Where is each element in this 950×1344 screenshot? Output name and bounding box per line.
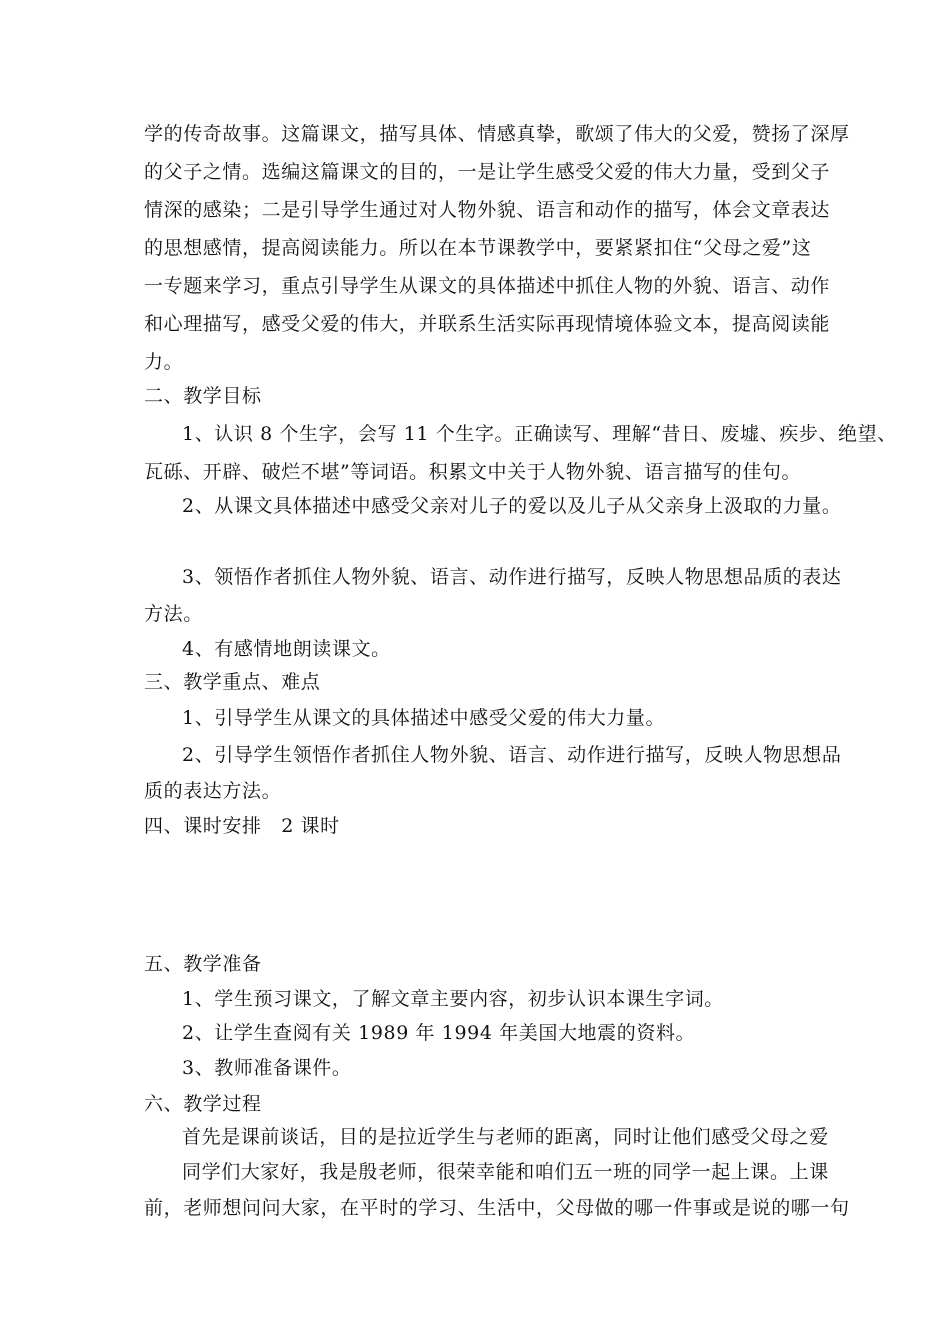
objective-4: 4、有感情地朗读课文。	[182, 638, 391, 660]
preparation-3: 3、教师准备课件。	[182, 1057, 352, 1079]
key-point-2-line-2: 质的表达方法。	[144, 780, 282, 802]
objective-1-line-1: 1、认识 8 个生字，会写 11 个生字。正确读写、理解“昔日、废墟、疾步、绝望、	[182, 423, 897, 445]
objective-2: 2、从课文具体描述中感受父亲对儿子的爱以及儿子从父亲身上汲取的力量。	[182, 495, 842, 517]
objective-1-line-2: 瓦砾、开辟、破烂不堪”等词语。积累文中关于人物外貌、语言描写的佳句。	[144, 461, 802, 483]
key-point-1: 1、引导学生从课文的具体描述中感受父爱的伟大力量。	[182, 707, 666, 729]
key-point-2-line-1: 2、引导学生领悟作者抓住人物外貌、语言、动作进行描写，反映人物思想品	[182, 744, 842, 766]
section-heading-key-points: 三、教学重点、难点	[144, 671, 321, 693]
preparation-2: 2、让学生查阅有关 1989 年 1994 年美国大地震的资料。	[182, 1022, 696, 1044]
section-heading-preparation: 五、教学准备	[144, 953, 262, 975]
process-paragraph-2-line-2: 前，老师想问问大家，在平时的学习、生活中，父母做的哪一件事或是说的哪一句	[144, 1197, 850, 1219]
process-paragraph-1: 首先是课前谈话，目的是拉近学生与老师的距离，同时让他们感受父母之爱	[182, 1126, 829, 1148]
objective-3-line-1: 3、领悟作者抓住人物外貌、语言、动作进行描写，反映人物思想品质的表达	[182, 566, 842, 588]
preparation-1: 1、学生预习课文，了解文章主要内容，初步认识本课生字词。	[182, 988, 724, 1010]
intro-line-6: 和心理描写，感受父爱的伟大，并联系生活实际再现情境体验文本，提高阅读能	[144, 313, 831, 335]
intro-line-4: 的思想感情，提高阅读能力。所以在本节课教学中，要紧紧扣住“父母之爱”这	[144, 237, 812, 259]
section-heading-schedule: 四、课时安排 2 课时	[144, 815, 340, 837]
section-heading-process: 六、教学过程	[144, 1093, 262, 1115]
section-heading-objectives: 二、教学目标	[144, 385, 262, 407]
intro-line-2: 的父子之情。选编这篇课文的目的，一是让学生感受父爱的伟大力量，受到父子	[144, 161, 831, 183]
process-paragraph-2-line-1: 同学们大家好，我是殷老师，很荣幸能和咱们五一班的同学一起上课。上课	[182, 1161, 829, 1183]
objective-3-line-2: 方法。	[144, 603, 203, 625]
intro-line-5: 一专题来学习，重点引导学生从课文的具体描述中抓住人物的外貌、语言、动作	[144, 275, 831, 297]
intro-line-7: 力。	[144, 351, 184, 373]
intro-line-1: 学的传奇故事。这篇课文，描写具体、情感真挚，歌颂了伟大的父爱，赞扬了深厚	[144, 123, 850, 145]
intro-line-3: 情深的感染；二是引导学生通过对人物外貌、语言和动作的描写，体会文章表达	[144, 199, 831, 221]
